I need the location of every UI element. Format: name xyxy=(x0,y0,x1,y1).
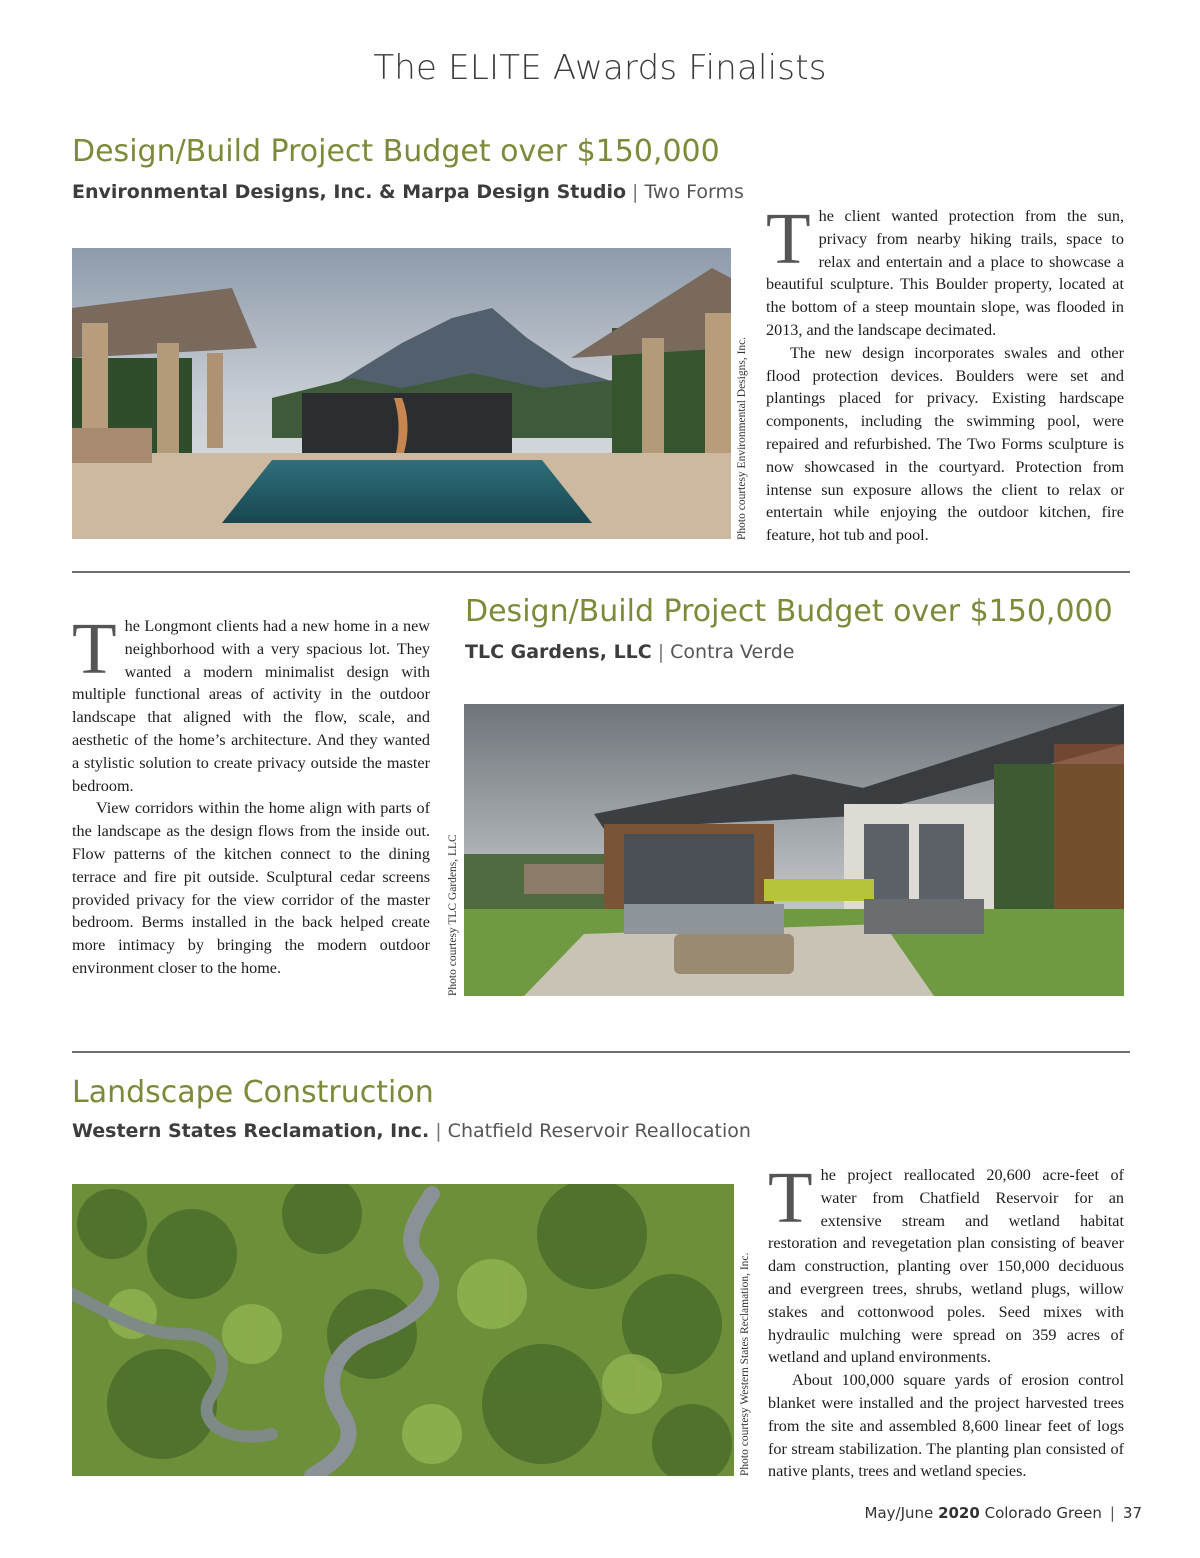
byline-separator: | xyxy=(657,641,665,663)
section-divider xyxy=(72,571,1130,573)
section-3-project: Chatfield Reservoir Reallocation xyxy=(447,1120,751,1142)
section-3-dropcap: T xyxy=(768,1157,813,1238)
modern-home-patio-photo xyxy=(464,704,1124,996)
section-1-paragraph-1: he client wanted protection from the sun, privacy from nearby hiking trails, space to relax and entertain and a place to showcase a beautiful sculpture. This Boulder property, located at the bottom of a steep mountain slope, was flooded in 2013, and the landscape decimated. xyxy=(766,207,1124,339)
section-2-paragraph-1: he Longmont clients had a new home in a new neighborhood with a very spacious lot. They wanted a modern minimalist design with multiple functional areas of activity in the outdoor landscape that aligned with the flow, scale, and aesthetic of the home’s architecture. And they wanted a stylistic solution to create privacy outside the master bedroom. xyxy=(72,617,430,795)
section-1-paragraph-2: The new design incorporates swales and other flood protection devices. Boulders were set and plantings placed for privacy. Existing hardscape components, including the swimming pool, were repaired and refurbished. The Two Forms sculpture is now showcased in the courtyard. Protection from intense sun exposure allows the client to relax or entertain while enjoying the outdoor kitchen, fire feature, hot tub and pool. xyxy=(766,343,1124,545)
section-2-body xyxy=(72,608,430,980)
section-1-photo-credit: Photo courtesy Environmental Designs, Inc. xyxy=(736,336,748,540)
section-1-company: Environmental Designs, Inc. & Marpa Design Studio xyxy=(72,181,627,203)
byline-separator: | xyxy=(435,1120,442,1142)
footer-magazine: Colorado Green xyxy=(984,1504,1102,1522)
byline-separator: | xyxy=(632,181,639,203)
pool-courtyard-photo xyxy=(72,248,731,539)
section-2-project: Contra Verde xyxy=(670,641,795,663)
section-3-byline xyxy=(72,1120,751,1142)
section-2-category: Design/Build Project Budget over $150,000 xyxy=(465,594,1113,629)
section-1-dropcap: T xyxy=(766,198,811,279)
page-footer xyxy=(865,1504,1142,1522)
section-3-category: Landscape Construction xyxy=(72,1075,434,1110)
section-1-body xyxy=(766,198,1124,547)
section-1-category: Design/Build Project Budget over $150,000 xyxy=(72,134,720,169)
section-3-body xyxy=(768,1157,1124,1483)
section-3-paragraph-2: About 100,000 square yards of erosion control blanket were installed and the project harvested trees from the site and assembled 8,600 linear feet of logs for stream stabilization. The planting plan consisted of native plants, trees and wetland species. xyxy=(768,1371,1124,1481)
section-1-project: Two Forms xyxy=(644,181,744,203)
section-3-photo-credit: Photo courtesy Western States Reclamation, Inc. xyxy=(739,1252,751,1476)
footer-issue: May/June xyxy=(864,1504,934,1522)
page-title: The ELITE Awards Finalists xyxy=(373,48,827,88)
page-number: 37 xyxy=(1122,1504,1142,1522)
section-3-company: Western States Reclamation, Inc. xyxy=(72,1120,430,1142)
footer-year: 2020 xyxy=(938,1504,980,1522)
section-2-dropcap: T xyxy=(72,608,117,689)
section-2-paragraph-2: View corridors within the home align with parts of the landscape as the design flows from the inside out. Flow patterns of the kitchen connect to the dining terrace and fire pit outside. Sculptural cedar screens provided privacy for the view corridor of the master bedroom. Berms installed in the back helped create more intimacy by bringing the modern outdoor environment closer to the home. xyxy=(72,799,430,977)
section-2-photo-credit: Photo courtesy TLC Gardens, LLC xyxy=(447,834,459,996)
section-2-company: TLC Gardens, LLC xyxy=(465,641,652,663)
wetland-stream-aerial-photo xyxy=(72,1184,734,1476)
section-1-byline xyxy=(72,181,744,203)
section-divider xyxy=(72,1051,1130,1053)
footer-separator: | xyxy=(1109,1504,1115,1522)
section-2-byline xyxy=(465,641,794,663)
section-3-paragraph-1: he project reallocated 20,600 acre-feet of water from Chatfield Reservoir for an extensive stream and wetland habitat restoration and revegetation plan consisting of beaver dam construction, planting over 150,000 deciduous and evergreen trees, shrubs, wetland plugs, willow stakes and cottonwood poles. Seed mixes with hydraulic mulching were spread on 359 acres of wetland and upland environments. xyxy=(768,1166,1124,1367)
